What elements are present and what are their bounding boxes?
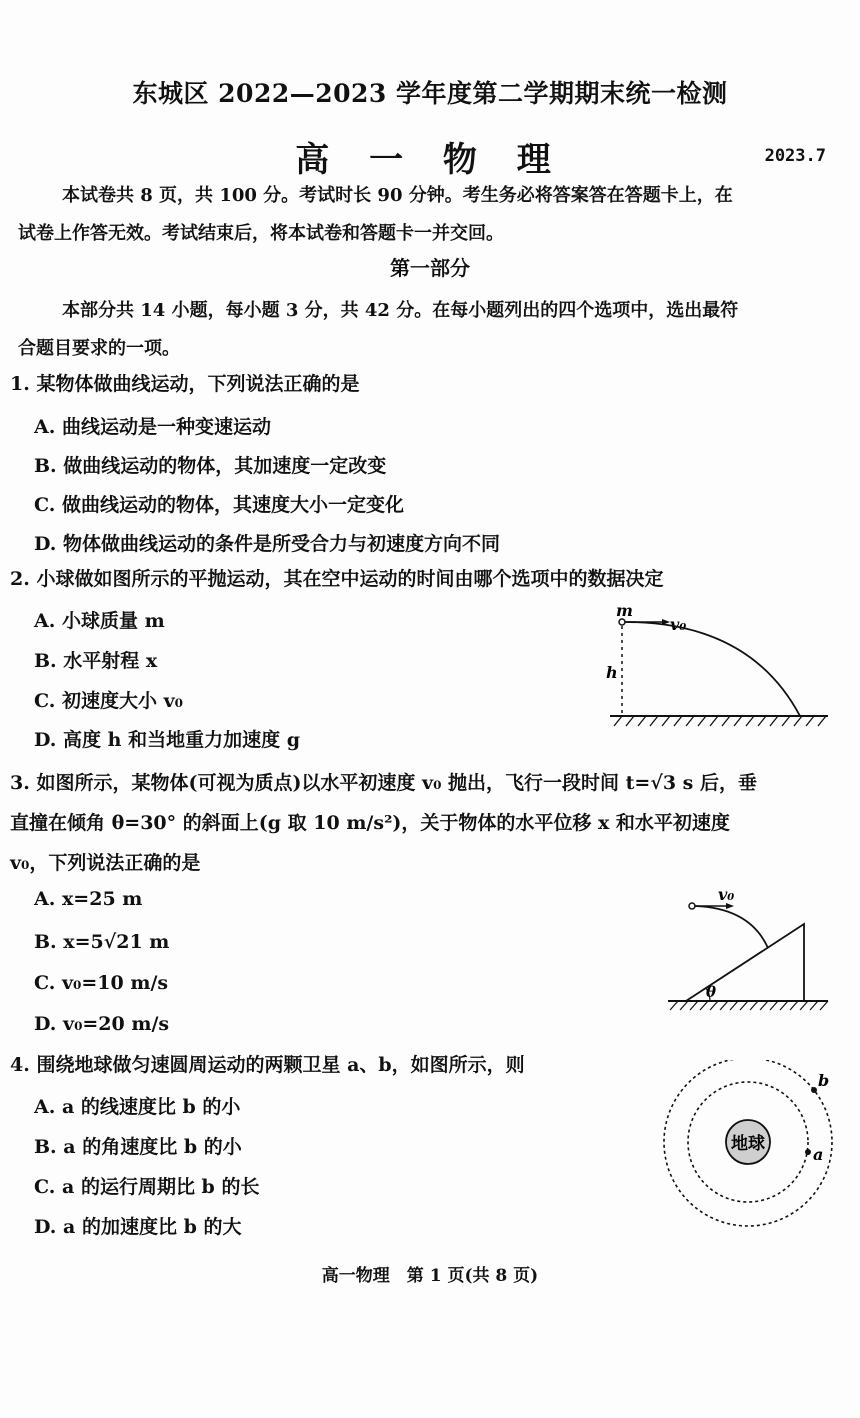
trajectory-curve xyxy=(695,906,768,948)
satellite-a-icon xyxy=(805,1149,811,1155)
question-2-stem: 2. 小球做如图所示的平抛运动，其在空中运动的时间由哪个选项中的数据决定 xyxy=(10,568,664,590)
object-icon xyxy=(689,903,695,909)
height-label: h xyxy=(606,663,618,682)
question-3-stem xyxy=(10,763,840,883)
incline-figure xyxy=(660,880,840,1020)
question-1-option-d: D. 物体做曲线运动的条件是所受合力与初速度方向不同 xyxy=(34,533,501,555)
orbit-figure xyxy=(650,1060,840,1240)
velocity-label: v₀ xyxy=(718,885,735,904)
velocity-label: v₀ xyxy=(670,615,687,634)
exam-date: 2023.7 xyxy=(764,146,826,166)
question-2-option-a: A. 小球质量 m xyxy=(34,610,165,632)
question-1-option-b: B. 做曲线运动的物体，其加速度一定改变 xyxy=(34,455,387,477)
section-desc-line-2: 合题目要求的一项。 xyxy=(18,338,180,359)
projectile-figure xyxy=(600,600,840,740)
section-desc-line-1: 本部分共 14 小题，每小题 3 分，共 42 分。在每小题列出的四个选项中，选出最符 xyxy=(62,300,739,321)
mass-label: m xyxy=(616,601,633,620)
question-2-option-c: C. 初速度大小 v₀ xyxy=(34,690,183,712)
question-4-stem: 4. 围绕地球做匀速圆周运动的两颗卫星 a、b，如图所示，则 xyxy=(10,1054,525,1076)
question-1-option-a: A. 曲线运动是一种变速运动 xyxy=(34,416,271,438)
question-1-option-c: C. 做曲线运动的物体，其速度大小一定变化 xyxy=(34,494,405,516)
question-3-option-c: C. v₀=10 m/s xyxy=(34,972,169,994)
question-2-option-d: D. 高度 h 和当地重力加速度 g xyxy=(34,729,300,751)
question-3-stem-line-2: 直撞在倾角 θ=30° 的斜面上(g 取 10 m/s²)，关于物体的水平位移 x 和水平初速度 xyxy=(10,812,730,834)
instructions-line-2: 试卷上作答无效。考试结束后，将本试卷和答题卡一并交回。 xyxy=(18,223,504,244)
earth-label: 地球 xyxy=(731,1134,765,1154)
question-3-stem-line-3: v₀，下列说法正确的是 xyxy=(10,852,201,874)
trajectory-curve xyxy=(625,622,800,716)
question-3-option-a: A. x=25 m xyxy=(34,888,143,910)
satellite-a-label: a xyxy=(813,1145,824,1164)
incline-triangle xyxy=(686,924,804,1001)
question-3-option-b: B. x=5√21 m xyxy=(34,931,170,953)
question-4-option-c: C. a 的运行周期比 b 的长 xyxy=(34,1176,260,1198)
section-title: 第一部分 xyxy=(390,256,470,280)
exam-title: 东城区 2022—2023 学年度第二学期期末统一检测 xyxy=(132,79,728,108)
satellite-b-icon xyxy=(811,1087,817,1093)
subject-title: 高 一 物 理 xyxy=(295,140,565,180)
question-4-option-d: D. a 的加速度比 b 的大 xyxy=(34,1216,242,1238)
section-description xyxy=(18,292,834,368)
satellite-b-label: b xyxy=(818,1071,830,1090)
question-4-option-b: B. a 的角速度比 b 的小 xyxy=(34,1136,242,1158)
question-1-stem: 1. 某物体做曲线运动，下列说法正确的是 xyxy=(10,373,360,395)
ground-hatching xyxy=(670,1001,828,1010)
ground-hatching xyxy=(614,716,826,726)
question-2-option-b: B. 水平射程 x xyxy=(34,650,158,672)
question-4-option-a: A. a 的线速度比 b 的小 xyxy=(34,1096,241,1118)
page-footer: 高一物理 第 1 页(共 8 页) xyxy=(321,1266,539,1286)
instructions xyxy=(18,177,834,253)
question-3-stem-line-1: 3. 如图所示，某物体(可视为质点)以水平初速度 v₀ 抛出，飞行一段时间 t=√3 s 后，垂 xyxy=(10,772,757,794)
question-3-option-d: D. v₀=20 m/s xyxy=(34,1013,170,1035)
instructions-line-1: 本试卷共 8 页，共 100 分。考试时长 90 分钟。考生务必将答案答在答题卡上，在 xyxy=(62,185,733,206)
angle-label: θ xyxy=(706,983,717,1001)
